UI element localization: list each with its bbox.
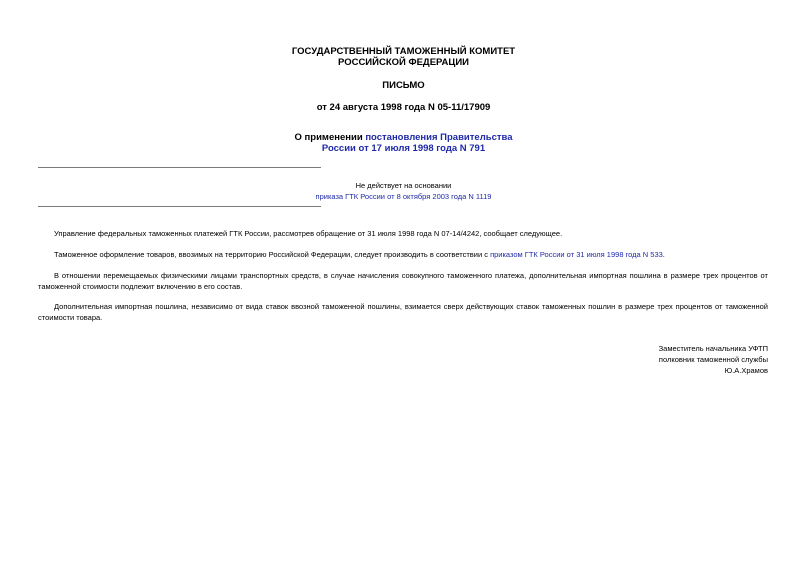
divider-bottom [38, 206, 321, 207]
validity-status [0, 180, 807, 202]
authority-line-1: ГОСУДАРСТВЕННЫЙ ТАМОЖЕННЫЙ КОМИТЕТ [291, 46, 516, 57]
document-date-number: от 24 августа 1998 года N 05-11/17909 [316, 102, 491, 113]
government-decree-link[interactable]: постановления Правительства [365, 132, 513, 143]
paragraph-2 [38, 250, 768, 261]
authority-line-2: РОССИЙСКОЙ ФЕДЕРАЦИИ [337, 57, 469, 68]
document-type: ПИСЬМО [382, 80, 425, 91]
status-text: Не действует на основании [355, 181, 452, 190]
document-subject [0, 132, 807, 154]
signatory-position-2: полковник таможенной службы [658, 355, 768, 364]
paragraph-3: В отношении перемещаемых физическими лицами транспортных средств, в случае начисления совокупного таможенного платежа, дополнительная импортная пошлина в размере трех процентов от таможенной стоимости подлежит включению в его состав. [38, 271, 768, 291]
subject-prefix: О применении [294, 132, 366, 143]
signature-block [518, 343, 768, 376]
subject-line-1 [0, 132, 807, 143]
divider-top [38, 167, 321, 168]
paragraph-2-text: Таможенное оформление товаров, ввозимых на территорию Российской Федерации, следует производить в соответствии с [54, 250, 491, 259]
signatory-position-1: Заместитель начальника УФТП [658, 344, 768, 353]
paragraph-4: Дополнительная импортная пошлина, независимо от вида ставок ввозной таможенной пошлины, взимается сверх действующих ставок таможенных пошлин в размере трех процентов от таможенной стоимости товара. [38, 302, 768, 322]
government-decree-link-line-2[interactable]: России от 17 июля 1998 года N 791 [321, 143, 486, 154]
paragraph-1: Управление федеральных таможенных платежей ГТК России, рассмотрев обращение от 31 июля 1998 года N 07-14/4242, сообщает следующее. [54, 229, 563, 238]
issuing-authority [0, 46, 807, 68]
paragraph-2-end: . [662, 250, 665, 259]
customs-order-link[interactable]: приказом ГТК России от 31 июля 1998 года N 533 [490, 250, 663, 259]
repeal-order-link[interactable]: приказа ГТК России от 8 октября 2003 года N 1119 [315, 192, 492, 201]
signatory-name: Ю.А.Храмов [724, 366, 768, 375]
